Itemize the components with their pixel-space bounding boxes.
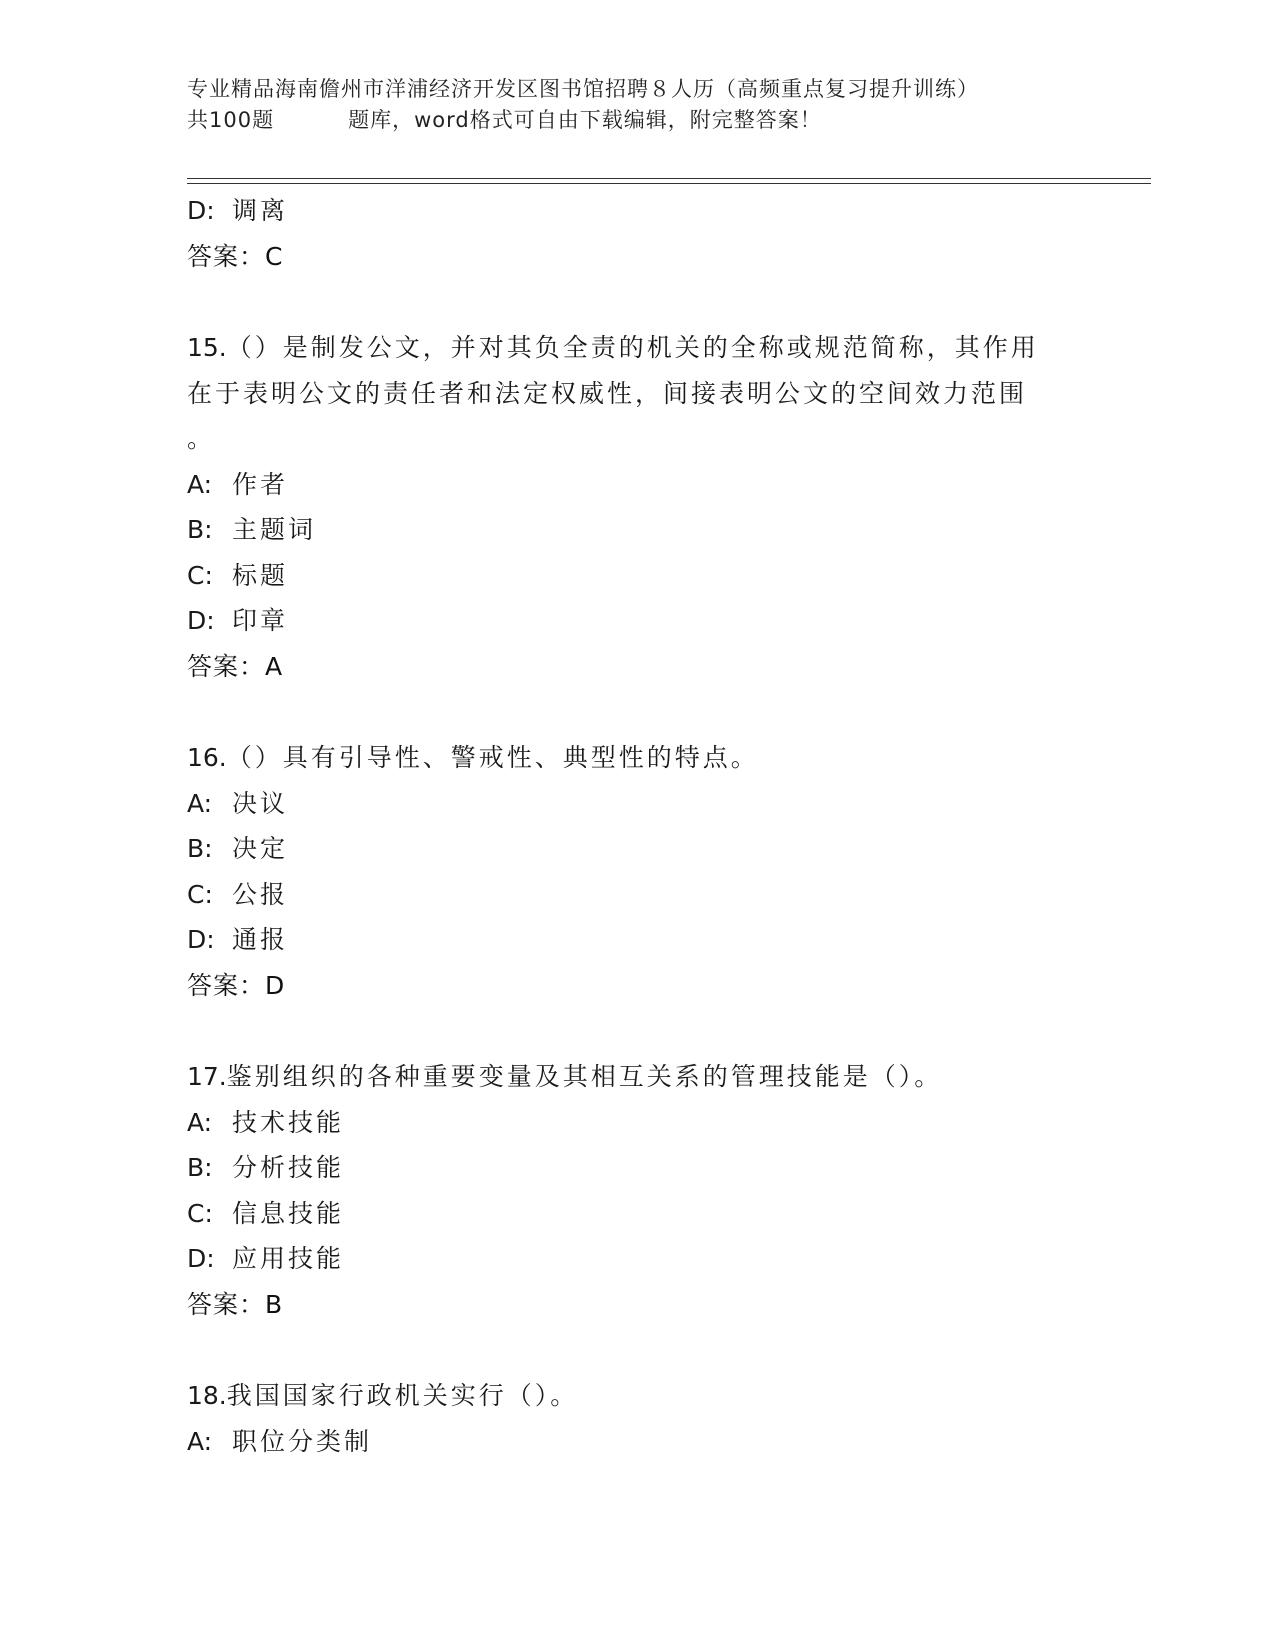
option-row xyxy=(187,1419,1087,1465)
question-15 xyxy=(187,325,1087,689)
option-row xyxy=(187,598,1087,644)
question-number: 18. xyxy=(187,1381,227,1410)
option-row xyxy=(187,1236,1087,1282)
option-key: D: xyxy=(187,606,215,635)
answer-line: 答案：B xyxy=(187,1289,284,1319)
header-question-count: 共100题 xyxy=(187,108,275,132)
option-text: 应用技能 xyxy=(232,1244,345,1273)
option-text: 信息技能 xyxy=(232,1198,345,1228)
option-row xyxy=(187,1100,1087,1146)
answer-line: 答案：D xyxy=(187,970,286,1000)
question-text: 鉴别组织的各种重要变量及其相互关系的管理技能是（）。 xyxy=(226,1062,943,1091)
question-stem-line xyxy=(187,735,1087,781)
option-text: 技术技能 xyxy=(232,1107,345,1137)
option-text: 印章 xyxy=(232,606,289,635)
option-text: 通报 xyxy=(232,925,289,954)
question-16 xyxy=(187,735,1087,1008)
option-text: 公报 xyxy=(232,879,289,909)
page-header xyxy=(187,74,1087,136)
option-row xyxy=(187,553,1087,599)
spacer xyxy=(187,1008,1087,1054)
question-stem-line xyxy=(187,325,1087,371)
option-row xyxy=(187,462,1087,508)
option-text: 决定 xyxy=(232,834,289,863)
option-row xyxy=(187,1191,1087,1237)
option-key: D: xyxy=(187,196,215,225)
question-text: 我国国家行政机关实行（）。 xyxy=(226,1381,579,1410)
answer-line: 答案：A xyxy=(187,651,284,681)
question-stem-line: 在于表明公文的责任者和法定权威性，间接表明公文的空间效力范围 xyxy=(187,378,1028,408)
option-key: A: xyxy=(187,1426,213,1456)
option-text: 职位分类制 xyxy=(232,1426,373,1456)
option-key: B: xyxy=(187,834,213,863)
option-row xyxy=(187,872,1087,918)
question-18 xyxy=(187,1373,1087,1464)
question-stem-line xyxy=(187,1373,1087,1419)
question-number: 17. xyxy=(187,1062,227,1091)
question-stem-line: 。 xyxy=(187,424,216,453)
option-row xyxy=(187,507,1087,553)
question-number: 16. xyxy=(187,743,227,772)
option-key: A: xyxy=(187,469,213,499)
option-row xyxy=(187,826,1087,872)
option-key: D: xyxy=(187,925,215,954)
option-text: 分析技能 xyxy=(232,1153,345,1182)
option-key: C: xyxy=(187,879,213,909)
option-row xyxy=(187,1145,1087,1191)
option-key: A: xyxy=(187,1107,213,1137)
header-subtitle-line xyxy=(187,105,1087,136)
header-divider-bottom xyxy=(187,183,1151,184)
spacer xyxy=(187,279,1087,325)
option-row xyxy=(187,188,1087,234)
header-description: 题库，word格式可自由下载编辑，附完整答案！ xyxy=(348,108,822,132)
option-text: 作者 xyxy=(232,469,289,499)
option-row xyxy=(187,917,1087,963)
question-text: （）是制发公文，并对其负全责的机关的全称或规范简称，其作用 xyxy=(226,333,1039,362)
spacer xyxy=(187,689,1087,735)
option-text: 决议 xyxy=(232,788,289,818)
question-list xyxy=(187,188,1087,1464)
option-key: A: xyxy=(187,788,213,818)
option-key: D: xyxy=(187,1244,215,1273)
option-key: C: xyxy=(187,1198,213,1228)
option-key: B: xyxy=(187,515,213,544)
question-text: （）具有引导性、警戒性、典型性的特点。 xyxy=(226,743,759,772)
question-17 xyxy=(187,1054,1087,1327)
option-text: 主题词 xyxy=(232,515,317,544)
option-key: B: xyxy=(187,1153,213,1182)
question-stem-line xyxy=(187,1054,1087,1100)
spacer xyxy=(187,1327,1087,1373)
answer-line: 答案：C xyxy=(187,241,284,271)
header-title-line: 专业精品海南儋州市洋浦经济开发区图书馆招聘８人历（高频重点复习提升训练） xyxy=(187,77,979,101)
option-row xyxy=(187,781,1087,827)
question-number: 15. xyxy=(187,333,227,362)
option-key: C: xyxy=(187,560,213,590)
option-text: 标题 xyxy=(232,560,289,590)
header-divider-top xyxy=(187,178,1151,179)
option-text: 调离 xyxy=(232,196,289,225)
